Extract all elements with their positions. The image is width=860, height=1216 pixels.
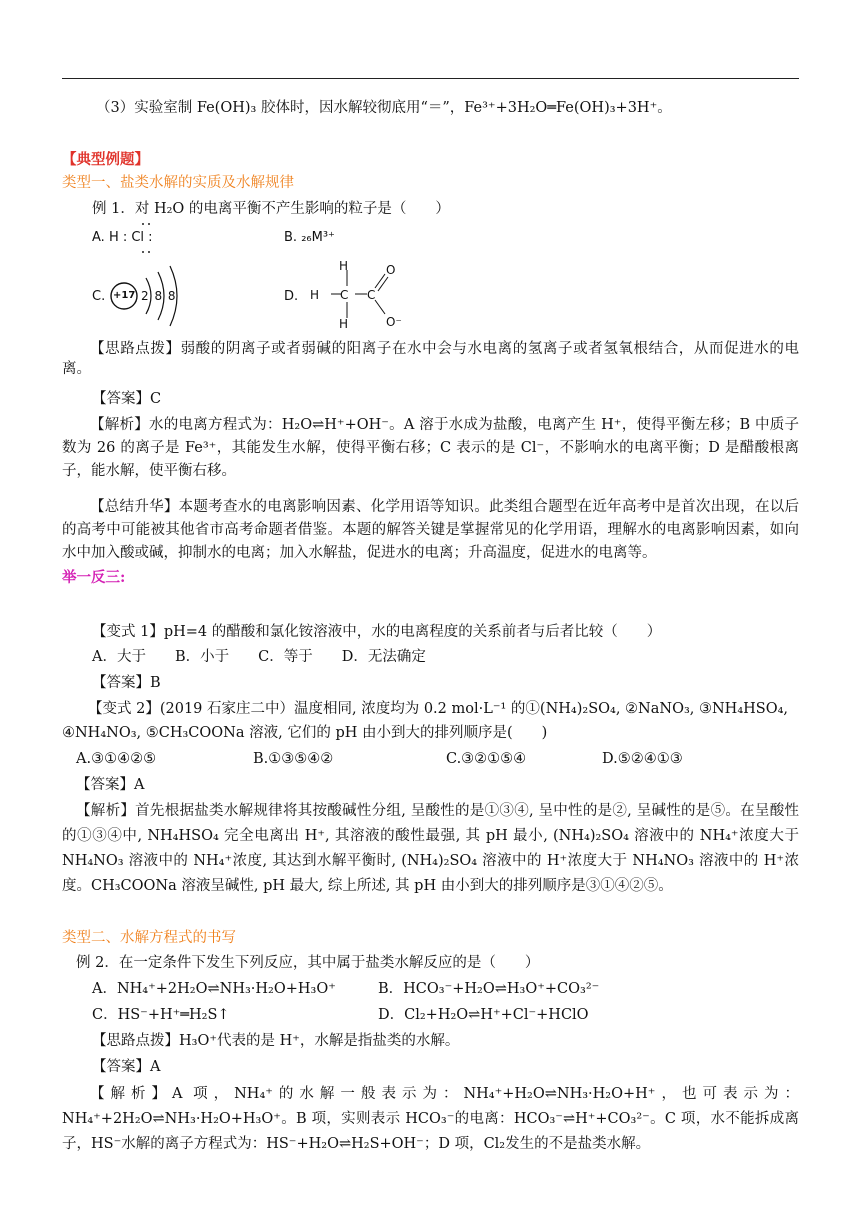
variant2-option-c: C.③②①⑤④ — [446, 751, 527, 767]
example2-option-b: B．HCO₃⁻+H₂O⇌H₃O⁺+CO₃²⁻ — [378, 981, 600, 997]
example2-question: 例 2．在一定条件下发生下列反应，其中属于盐类水解反应的是（ ） — [76, 955, 540, 971]
option-d-label: D. — [284, 289, 299, 304]
atom-h-bottom: H — [339, 317, 349, 331]
atom-c1: C — [340, 288, 349, 302]
example1-question: 例 1．对 H₂O 的电离平衡不产生影响的粒子是（ ） — [92, 201, 450, 217]
atom-c2: C — [367, 288, 376, 302]
variant2-option-b: B.①③⑤④② — [253, 751, 334, 767]
variant2-question-line2: ④NH₄NO₃, ⑤CH₃COONa 溶液, 它们的 pH 由小到大的排列顺序是( ) — [62, 725, 548, 741]
variant1-answer: 【答案】B — [92, 675, 161, 691]
variant2-analysis: 【解析】首先根据盐类水解规律将其按酸碱性分组, 呈酸性的是①③④, 呈中性的是②, 呈碱性的是⑤。在呈酸性的①③④中, NH₄HSO₄ 完全电离出 H⁺, 其溶液的酸性最强, 其 pH 最小, (NH₄)₂SO₄ 溶液中的 NH₄⁺浓度大于 NH₄NO₃ 溶液中的 NH₄⁺浓度, 其达到水解平衡时, (NH₄)₂SO₄ 溶液中的 H⁺浓度大于 NH₄NO₃ 溶液中的 H⁺浓度。CH₃COONa 溶液呈碱性, pH 最大, 综上所述, 其 pH 由小到大的排列顺序是③①④②⑤。 — [62, 803, 799, 894]
electron-dots — [138, 221, 168, 255]
variant2-question-line1: 【变式 2】(2019 石家庄二中）温度相同, 浓度均为 0.2 mol·L⁻¹ 的①(NH₄)₂SO₄, ②NaNO₃, ③NH₄HSO₄, — [88, 701, 789, 717]
variant2-answer: 【答案】A — [76, 777, 145, 793]
example1-answer: 【答案】C — [92, 391, 162, 407]
example2-analysis: 【解析】A 项，NH₄⁺的水解一般表示为：NH₄⁺+H₂O⇌NH₃·H₂O+H⁺，也可表示为：NH₄⁺+2H₂O⇌NH₃·H₂O+H₃O⁺。B 项，实则表示 HCO₃⁻的电离：HCO₃⁻⇌H⁺+CO₃²⁻。C 项，水不能拆成离子，HS⁻水解的离子方程式为：HS⁻+H₂O⇌H₂S+OH⁻；D 项，Cl₂发生的不是盐类水解。 — [62, 1086, 799, 1152]
electron-shells: 2 8 8 — [141, 289, 177, 303]
type2-title: 类型二、水解方程式的书写 — [62, 930, 236, 946]
option-c-label: C. — [92, 289, 106, 304]
example2-hint: 【思路点拨】H₃O⁺代表的是 H⁺，水解是指盐类的水解。 — [92, 1033, 460, 1049]
option-a-label: A. — [92, 230, 105, 245]
atom-o-top: O — [386, 263, 396, 277]
option-b — [284, 228, 335, 248]
option-a-formula: H : Cl : — [108, 230, 153, 245]
practice-title: 举一反三: — [62, 569, 126, 586]
example2-answer: 【答案】A — [92, 1059, 161, 1075]
variant1-options: A．大于 B．小于 C．等于 D．无法确定 — [92, 649, 426, 665]
atom-h-top: H — [339, 259, 349, 273]
header-rule — [62, 78, 799, 79]
example1-analysis: 【解析】水的电离方程式为：H₂O⇌H⁺+OH⁻。A 溶于水成为盐酸，电离产生 H⁺，使得平衡左移；B 中质子数为 26 的离子是 Fe³⁺，其能发生水解，使得平衡右移；C 表示的是 Cl⁻，不影响水的电离平衡；D 是醋酸根离子，能水解，使平衡右移。 — [62, 417, 799, 479]
example2-option-c: C．HS⁻+H⁺═H₂S↑ — [92, 1007, 230, 1023]
example1-hint: 【思路点拨】弱酸的阴离子或者弱碱的阳离子在水中会与水电离的氢离子或者氢氧根结合，从而促进水的电离。 — [62, 341, 799, 377]
variant1-question: 【变式 1】pH=4 的醋酸和氯化铵溶液中，水的电离程度的关系前者与后者比较（ ） — [92, 624, 662, 640]
nucleus-charge: +17 — [113, 290, 136, 301]
example2-option-a: A．NH₄⁺+2H₂O⇌NH₃·H₂O+H₃O⁺ — [92, 981, 336, 997]
section-title: 【典型例题】 — [62, 151, 149, 168]
variant2-option-d: D.⑤②④①③ — [602, 751, 683, 767]
option-b-ion: ₂₆M³⁺ — [301, 230, 335, 245]
type1-title: 类型一、盐类水解的实质及水解规律 — [62, 175, 294, 191]
atom-o-minus: O⁻ — [386, 315, 402, 329]
atom-h-left: H — [310, 288, 320, 302]
example1-summary: 【总结升华】本题考查水的电离影响因素、化学用语等知识。此类组合题型在近年高考中是首次出现，在以后的高考中可能被其他省市高考命题者借鉴。本题的解答关键是掌握常见的化学用语，理解水的电离影响因素，如向水中加入酸或碱，抑制水的电离；加入水解盐，促进水的电离；升高温度，促进水的电离等。 — [62, 499, 799, 561]
example2-option-d: D．Cl₂+H₂O⇌H⁺+Cl⁻+HClO — [378, 1007, 589, 1023]
variant2-option-a: A.③①④②⑤ — [76, 751, 157, 767]
header-note: （3）实验室制 Fe(OH)₃ 胶体时，因水解较彻底用“＝”，Fe³⁺+3H₂O═Fe(OH)₃+3H⁺。 — [96, 100, 672, 116]
option-b-label: B. — [284, 230, 298, 245]
